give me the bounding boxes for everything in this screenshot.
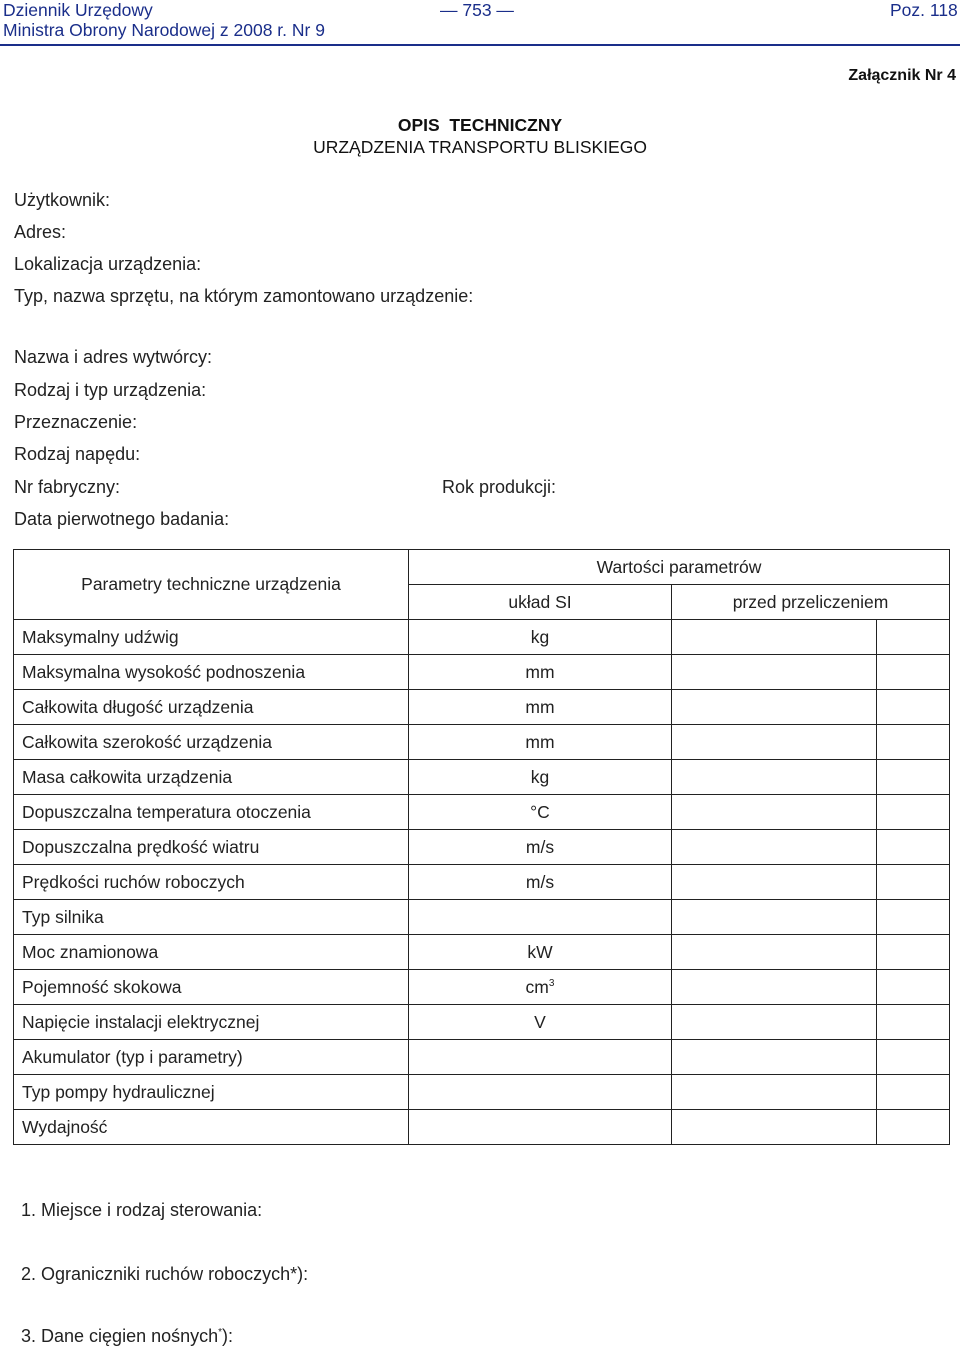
value-before-conversion-cell[interactable] [672, 865, 877, 900]
unit-before-conversion-cell[interactable] [877, 760, 950, 795]
table-row [14, 760, 950, 795]
param-label: Masa całkowita urządzenia [14, 760, 409, 795]
manufacturer-label: Nazwa i adres wytwórcy: [14, 347, 213, 367]
param-unit [409, 655, 672, 690]
param-unit [409, 830, 672, 865]
unit-before-conversion-cell[interactable] [877, 725, 950, 760]
page-number: — 753 — [440, 0, 514, 20]
si-header: układ SI [409, 585, 672, 620]
table-row [14, 935, 950, 970]
section-control: 1. Miejsce i rodzaj sterowania: [21, 1200, 263, 1220]
purpose-label: Przeznaczenie: [14, 412, 138, 432]
param-label: Wydajność [14, 1110, 409, 1145]
value-before-conversion-cell[interactable] [672, 935, 877, 970]
param-unit [409, 865, 672, 900]
param-label: Napięcie instalacji elektrycznej [14, 1005, 409, 1040]
journal-title: Dziennik Urzędowy [3, 0, 153, 20]
table-row [14, 725, 950, 760]
param-unit-text: m/s [525, 836, 555, 857]
param-label: Typ pompy hydraulicznej [14, 1075, 409, 1110]
param-unit [409, 795, 672, 830]
param-unit-sup: 3 [548, 977, 555, 989]
section-ropes [21, 1326, 233, 1347]
value-before-conversion-cell[interactable] [672, 725, 877, 760]
unit-before-conversion-cell[interactable] [877, 830, 950, 865]
unit-before-conversion-cell[interactable] [877, 935, 950, 970]
address-label: Adres: [14, 222, 67, 242]
param-unit [409, 1075, 672, 1110]
param-unit-text: kg [530, 626, 550, 647]
param-label: Prędkości ruchów roboczych [14, 865, 409, 900]
value-before-conversion-cell[interactable] [672, 1005, 877, 1040]
value-before-conversion-cell[interactable] [672, 655, 877, 690]
serial-number-label: Nr fabryczny: [14, 477, 121, 497]
table-row [14, 690, 950, 725]
param-label: Maksymalna wysokość podnoszenia [14, 655, 409, 690]
production-year-label: Rok produkcji: [442, 477, 557, 497]
param-label: Moc znamionowa [14, 935, 409, 970]
param-label: Typ silnika [14, 900, 409, 935]
param-unit [409, 760, 672, 795]
user-label: Użytkownik: [14, 190, 111, 210]
unit-before-conversion-cell[interactable] [877, 1075, 950, 1110]
param-label: Pojemność skokowa [14, 970, 409, 1005]
values-header: Wartości parametrów [409, 550, 950, 585]
param-label: Całkowita długość urządzenia [14, 690, 409, 725]
param-unit-text: mm [525, 696, 555, 717]
param-label: Całkowita szerokość urządzenia [14, 725, 409, 760]
param-unit-text: kW [527, 941, 553, 962]
param-unit-text: mm [525, 661, 555, 682]
param-unit [409, 725, 672, 760]
table-row [14, 865, 950, 900]
table-row [14, 620, 950, 655]
table-row [14, 1110, 950, 1145]
value-before-conversion-cell[interactable] [672, 690, 877, 725]
param-unit [409, 1110, 672, 1145]
unit-before-conversion-cell[interactable] [877, 1040, 950, 1075]
parameters-table [13, 549, 950, 1145]
value-before-conversion-cell[interactable] [672, 1040, 877, 1075]
param-unit-text: mm [525, 731, 555, 752]
param-unit [409, 900, 672, 935]
param-unit [409, 620, 672, 655]
value-before-conversion-cell[interactable] [672, 970, 877, 1005]
param-label: Dopuszczalna prędkość wiatru [14, 830, 409, 865]
unit-before-conversion-cell[interactable] [877, 655, 950, 690]
unit-before-conversion-cell[interactable] [877, 1005, 950, 1040]
device-type-label: Rodzaj i typ urządzenia: [14, 380, 207, 400]
param-label: Dopuszczalna temperatura otoczenia [14, 795, 409, 830]
header-rule [0, 44, 960, 46]
value-before-conversion-cell[interactable] [672, 760, 877, 795]
table-row [14, 1040, 950, 1075]
table-row [14, 1075, 950, 1110]
section-ropes-text: 3. Dane cięgien nośnych [21, 1326, 219, 1346]
location-label: Lokalizacja urządzenia: [14, 254, 202, 274]
unit-before-conversion-cell[interactable] [877, 690, 950, 725]
param-label: Akumulator (typ i parametry) [14, 1040, 409, 1075]
value-before-conversion-cell[interactable] [672, 620, 877, 655]
param-unit-text: kg [530, 766, 550, 787]
param-unit [409, 690, 672, 725]
before-conversion-header: przed przeliczeniem [672, 585, 950, 620]
params-header: Parametry techniczne urządzenia [14, 550, 409, 620]
ministry-line: Ministra Obrony Narodowej z 2008 r. Nr 9 [3, 20, 325, 40]
section-ropes-end: ): [222, 1326, 234, 1346]
unit-before-conversion-cell[interactable] [877, 900, 950, 935]
annex-label: Załącznik Nr 4 [848, 67, 956, 84]
value-before-conversion-cell[interactable] [672, 795, 877, 830]
table-row [14, 795, 950, 830]
equipment-label: Typ, nazwa sprzętu, na którym zamontowano urządzenie: [14, 286, 474, 306]
param-unit-text: cm [525, 976, 549, 997]
param-unit-text: V [534, 1011, 546, 1032]
param-unit [409, 970, 672, 1005]
table-row [14, 900, 950, 935]
document-title: OPIS TECHNICZNY [397, 115, 563, 135]
param-unit [409, 935, 672, 970]
position-number: Poz. 118 [890, 0, 958, 20]
document-subtitle: URZĄDZENIA TRANSPORTU BLISKIEGO [313, 137, 647, 157]
value-before-conversion-cell[interactable] [672, 1110, 877, 1145]
table-row [14, 970, 950, 1005]
unit-before-conversion-cell[interactable] [877, 795, 950, 830]
section-ropes-sup: * [218, 1327, 223, 1338]
value-before-conversion-cell[interactable] [672, 900, 877, 935]
param-unit [409, 1040, 672, 1075]
unit-before-conversion-cell[interactable] [877, 865, 950, 900]
unit-before-conversion-cell[interactable] [877, 620, 950, 655]
first-exam-date-label: Data pierwotnego badania: [14, 509, 230, 529]
value-before-conversion-cell[interactable] [672, 1075, 877, 1110]
param-unit-text: m/s [525, 871, 555, 892]
param-label: Maksymalny udźwig [14, 620, 409, 655]
unit-before-conversion-cell[interactable] [877, 970, 950, 1005]
table-row [14, 655, 950, 690]
value-before-conversion-cell[interactable] [672, 830, 877, 865]
table-row [14, 830, 950, 865]
section-limiters: 2. Ograniczniki ruchów roboczych*): [21, 1264, 309, 1284]
drive-label: Rodzaj napędu: [14, 444, 141, 464]
param-unit [409, 1005, 672, 1040]
param-unit-text: °C [530, 801, 550, 822]
table-row [14, 1005, 950, 1040]
unit-before-conversion-cell[interactable] [877, 1110, 950, 1145]
